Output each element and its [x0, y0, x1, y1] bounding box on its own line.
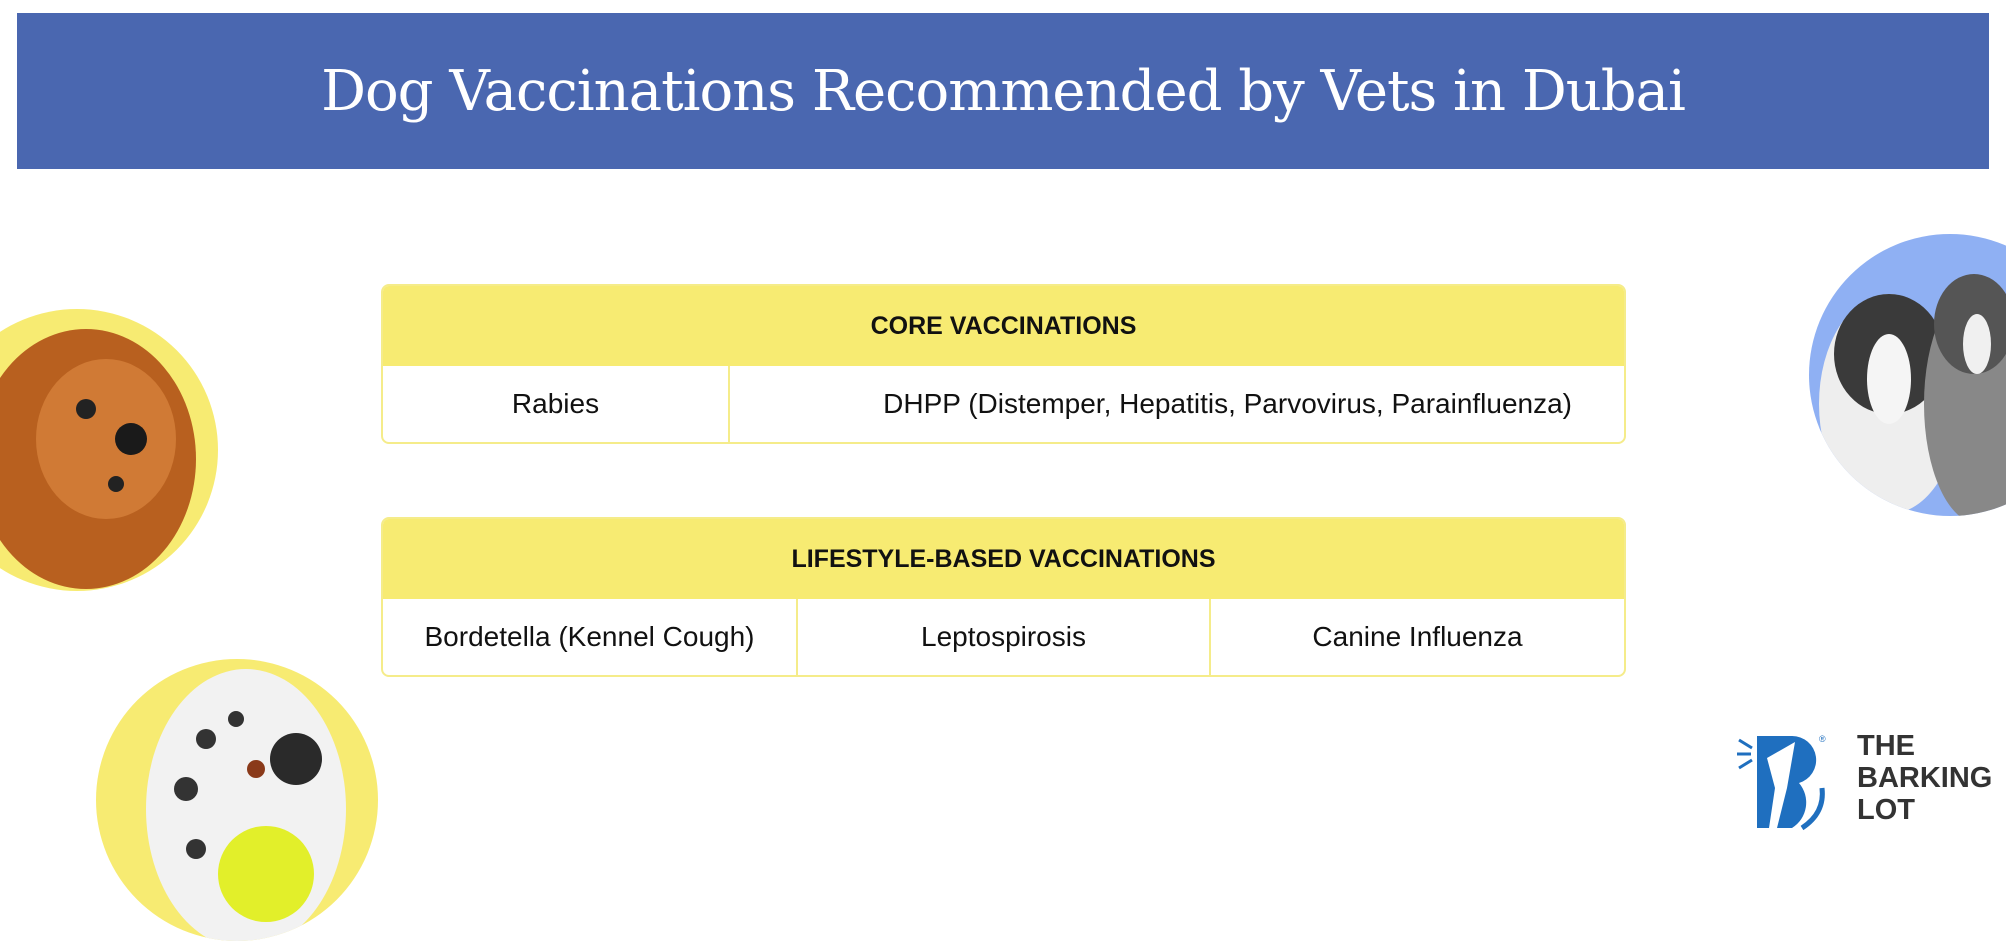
- lifestyle-vaccinations-heading: LIFESTYLE-BASED VACCINATIONS: [383, 519, 1624, 599]
- dog-image-icon: [0, 309, 218, 591]
- table-cell: Rabies: [511, 388, 600, 419]
- logo-line: LOT: [1857, 794, 1915, 826]
- title-banner: [17, 13, 1989, 169]
- logo-line: BARKING: [1857, 762, 1993, 794]
- dog-image-icon: [96, 659, 378, 941]
- core-vaccinations-table: [381, 284, 1626, 444]
- spaniel-photo: [0, 309, 218, 591]
- barking-dog-logo-icon: [1737, 728, 1847, 833]
- registered-mark: ®: [1819, 734, 1826, 744]
- lifestyle-vaccinations-table: [381, 517, 1626, 677]
- logo-line: THE: [1857, 730, 1915, 762]
- border-collies-photo: [1809, 234, 2006, 516]
- table-cell: DHPP (Distemper, Hepatitis, Parvovirus, Parainfluenza): [728, 366, 1624, 442]
- logo-text: [1857, 730, 1992, 826]
- core-vaccinations-heading: CORE VACCINATIONS: [383, 286, 1624, 366]
- the-barking-lot-logo: [1737, 728, 1993, 833]
- table-row: [383, 599, 1624, 675]
- dalmatian-photo: [96, 659, 378, 941]
- table-cell: Bordetella (Kennel Cough): [424, 621, 755, 652]
- table-cell: Leptospirosis: [796, 599, 1209, 675]
- dog-image-icon: [1809, 234, 2006, 516]
- page-title: Dog Vaccinations Recommended by Vets in Dubai: [321, 58, 1685, 124]
- table-row: [383, 366, 1624, 442]
- table-cell: Canine Influenza: [1209, 599, 1624, 675]
